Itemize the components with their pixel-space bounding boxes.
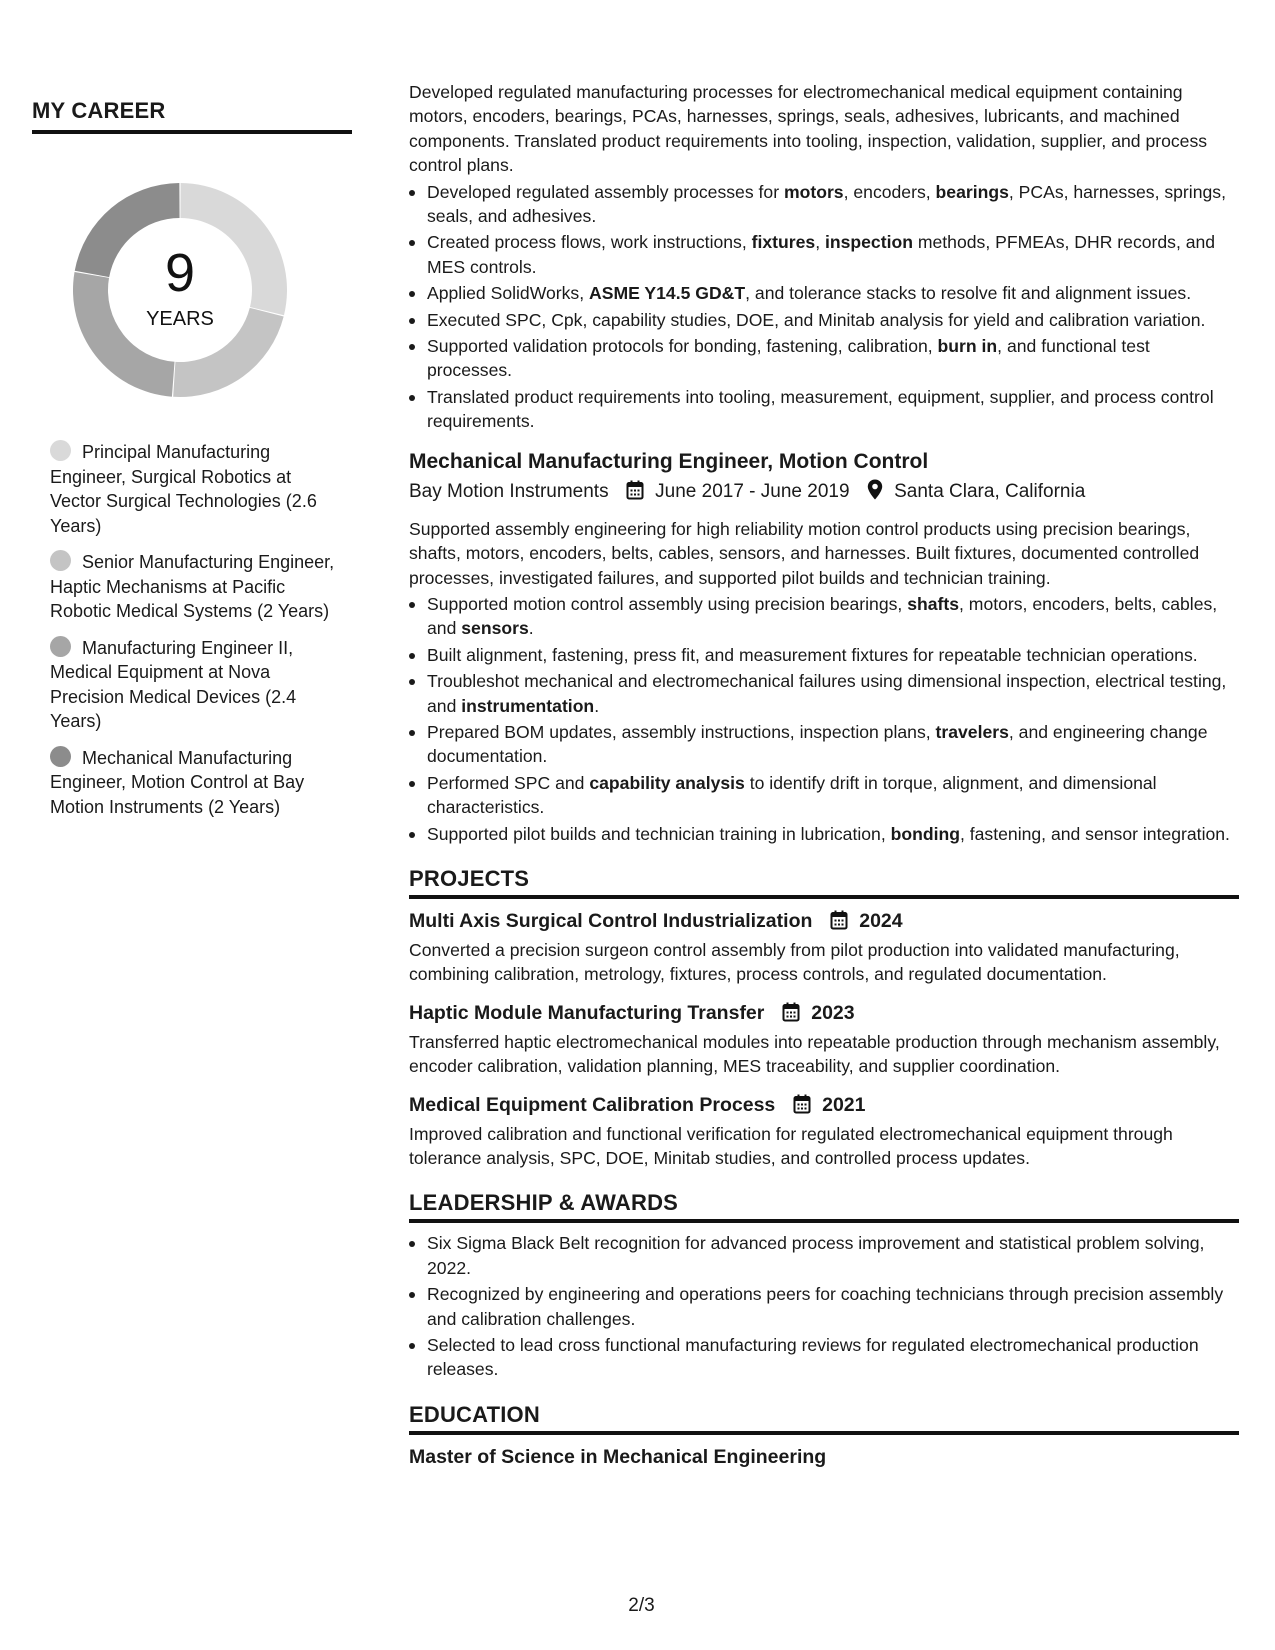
bullet-text: to identify drift in torque, alignment, and dimensional characteristics. [427, 772, 1157, 818]
bullet-text: Created process flows, work instructions, [427, 232, 752, 253]
legend-item [50, 440, 335, 538]
years-label: YEARS [146, 308, 214, 330]
award-item: Recognized by engineering and operations peers for coaching technicians through precision assembly and calibration challenges. [409, 1282, 1239, 1331]
legend-label: Mechanical Manufacturing Engineer, Motion Control at Bay Motion Instruments (2 Years) [50, 747, 305, 817]
award-item: Six Sigma Black Belt recognition for advanced process improvement and statistical problem solving, 2022. [409, 1231, 1239, 1280]
award-item: Selected to lead cross functional manufacturing reviews for regulated electromechanical production releases. [409, 1333, 1239, 1382]
job-bullets [409, 592, 1239, 846]
project-header [409, 907, 1239, 938]
bullet-keyword: inspection [824, 232, 913, 253]
education-degree: Master of Science in Mechanical Engineering [409, 1445, 827, 1468]
bullet-keyword: fixtures [751, 232, 816, 253]
main-content [409, 80, 1239, 1471]
project-year: 2024 [859, 909, 903, 932]
legend-label: Principal Manufacturing Engineer, Surgical Robotics at Vector Surgical Technologies (2.6 Years) [50, 442, 317, 536]
prev-job-bullets [409, 180, 1239, 434]
bullet-text: Supported motion control assembly using precision bearings, [427, 593, 908, 614]
bullet-item [409, 281, 1239, 305]
bullet-item [409, 771, 1239, 820]
bullet-text: Applied SolidWorks, [427, 283, 590, 304]
bullet-item [409, 230, 1239, 279]
project-item [409, 907, 1239, 987]
bullet-item [409, 334, 1239, 383]
bullet-text: , encoders, [843, 181, 936, 202]
bullet-item [409, 385, 1239, 434]
bullet-keyword: bonding [890, 823, 960, 844]
bullet-keyword: travelers [935, 721, 1009, 742]
donut-center [66, 176, 294, 404]
project-item [409, 1091, 1239, 1171]
job-company: Bay Motion Instruments [409, 480, 609, 502]
job-summary: Supported assembly engineering for high reliability motion control products using precision bearings, shafts, motors, encoders, belts, cables, sensors, and harnesses. Built fixtures, documented controlled processes, investigated failures, and supported pilot builds and technician training. [409, 518, 1200, 588]
calendar-icon [626, 480, 644, 509]
project-desc: Improved calibration and functional verification for regulated electromechanical equipment through tolerance analysis, SPC, DOE, Minitab studies, and controlled process updates. [409, 1123, 1173, 1168]
bullet-text: . [594, 695, 600, 716]
career-donut-chart [66, 176, 294, 404]
bullet-text: , and tolerance stacks to resolve fit and alignment issues. [745, 283, 1192, 304]
total-years: 9 [164, 243, 196, 303]
bullet-keyword: sensors [461, 618, 529, 639]
bullet-keyword: motors [783, 181, 844, 202]
education-title: EDUCATION [409, 1402, 1239, 1435]
bullet-text: Translated product requirements into tooling, measurement, equipment, supplier, and process control requirements. [427, 386, 1214, 432]
bullet-keyword: ASME Y14.5 GD&T [589, 283, 746, 304]
bullet-item [409, 669, 1239, 718]
career-legend [50, 440, 335, 819]
bullet-keyword: shafts [907, 593, 960, 614]
project-desc: Converted a precision surgeon control assembly from pilot production into validated manufacturing, combining calibration, metrology, fixtures, process controls, and regulated documentation. [409, 939, 1180, 985]
bullet-item [409, 180, 1239, 229]
bullet-text: , motors, encoders, belts, cables, and [427, 593, 1218, 639]
career-sidebar [32, 98, 352, 831]
bullet-text: , and engineering change documentation. [427, 721, 1208, 767]
bullet-keyword: capability analysis [589, 772, 745, 793]
job-location: Santa Clara, California [894, 480, 1086, 502]
calendar-icon [793, 1094, 811, 1122]
job-meta [409, 478, 1239, 509]
bullet-keyword: bearings [935, 181, 1009, 202]
bullet-keyword: burn in [937, 336, 998, 357]
bullet-item [409, 822, 1239, 846]
legend-dot [50, 746, 71, 767]
bullet-text: Supported validation protocols for bonding, fastening, calibration, [427, 336, 938, 357]
bullet-text: Built alignment, fastening, press fit, and measurement fixtures for repeatable technician operations. [427, 644, 1198, 665]
project-item [409, 999, 1239, 1079]
project-name: Multi Axis Surgical Control Industrialization [409, 909, 813, 932]
bullet-text: , fastening, and sensor integration. [959, 823, 1230, 844]
legend-label: Senior Manufacturing Engineer, Haptic Mechanisms at Pacific Robotic Medical Systems (2 Years) [50, 552, 335, 621]
legend-dot [50, 636, 71, 657]
legend-item [50, 550, 335, 624]
bullet-item [409, 643, 1239, 667]
projects-title: PROJECTS [409, 866, 1239, 899]
career-title: MY CAREER [32, 98, 352, 134]
calendar-icon [782, 1002, 800, 1030]
bullet-text: Developed regulated assembly processes for [427, 181, 784, 202]
bullet-text: Executed SPC, Cpk, capability studies, DOE, and Minitab analysis for yield and calibration variation. [427, 309, 1206, 330]
bullet-keyword: instrumentation [461, 695, 595, 716]
bullet-item [409, 592, 1239, 641]
awards-title: LEADERSHIP & AWARDS [409, 1190, 1239, 1223]
bullet-text: Prepared BOM updates, assembly instructions, inspection plans, [427, 721, 936, 742]
map-pin-icon [867, 479, 883, 509]
job-dates: June 2017 - June 2019 [655, 480, 850, 502]
legend-item [50, 746, 335, 820]
bullet-item [409, 308, 1239, 332]
legend-dot [50, 550, 71, 571]
job-title: Mechanical Manufacturing Engineer, Motion Control [409, 449, 929, 473]
bullet-text: Performed SPC and [427, 772, 590, 793]
project-header [409, 999, 1239, 1030]
legend-item [50, 636, 335, 734]
project-year: 2021 [822, 1093, 866, 1116]
bullet-item [409, 720, 1239, 769]
project-year: 2023 [811, 1001, 855, 1024]
project-desc: Transferred haptic electromechanical modules into repeatable production through mechanism assembly, encoder calibration, validation planning, MES traceability, and supplier coordination. [409, 1031, 1220, 1077]
awards-list [409, 1231, 1239, 1381]
bullet-text: , PCAs, harnesses, springs, seals, and adhesives. [427, 181, 1226, 227]
legend-label: Manufacturing Engineer II, Medical Equipment at Nova Precision Medical Devices (2.4 Years) [50, 637, 297, 731]
calendar-icon [830, 910, 848, 938]
legend-dot [50, 440, 71, 461]
page-number [0, 1595, 1275, 1617]
page-number-text: 2/3 [628, 1595, 655, 1616]
bullet-text: , and functional test processes. [427, 336, 1150, 381]
project-name: Medical Equipment Calibration Process [409, 1093, 776, 1116]
project-header [409, 1091, 1239, 1122]
bullet-text: Troubleshot mechanical and electromechanical failures using dimensional inspection, electrical testing, and [427, 671, 1227, 716]
bullet-text: Supported pilot builds and technician training in lubrication, [427, 823, 891, 844]
bullet-text: . [528, 618, 534, 639]
bullet-text: methods, PFMEAs, DHR records, and MES controls. [427, 232, 1216, 277]
bullet-text: , [815, 232, 825, 253]
prev-job-summary: Developed regulated manufacturing processes for electromechanical medical equipment containing motors, encoders, bearings, PCAs, harnesses, springs, seals, adhesives, lubricants, and machined components. Translated product requirements into tooling, inspection, validation, supplier, and process control plans. [409, 82, 1208, 176]
project-name: Haptic Module Manufacturing Transfer [409, 1001, 765, 1024]
